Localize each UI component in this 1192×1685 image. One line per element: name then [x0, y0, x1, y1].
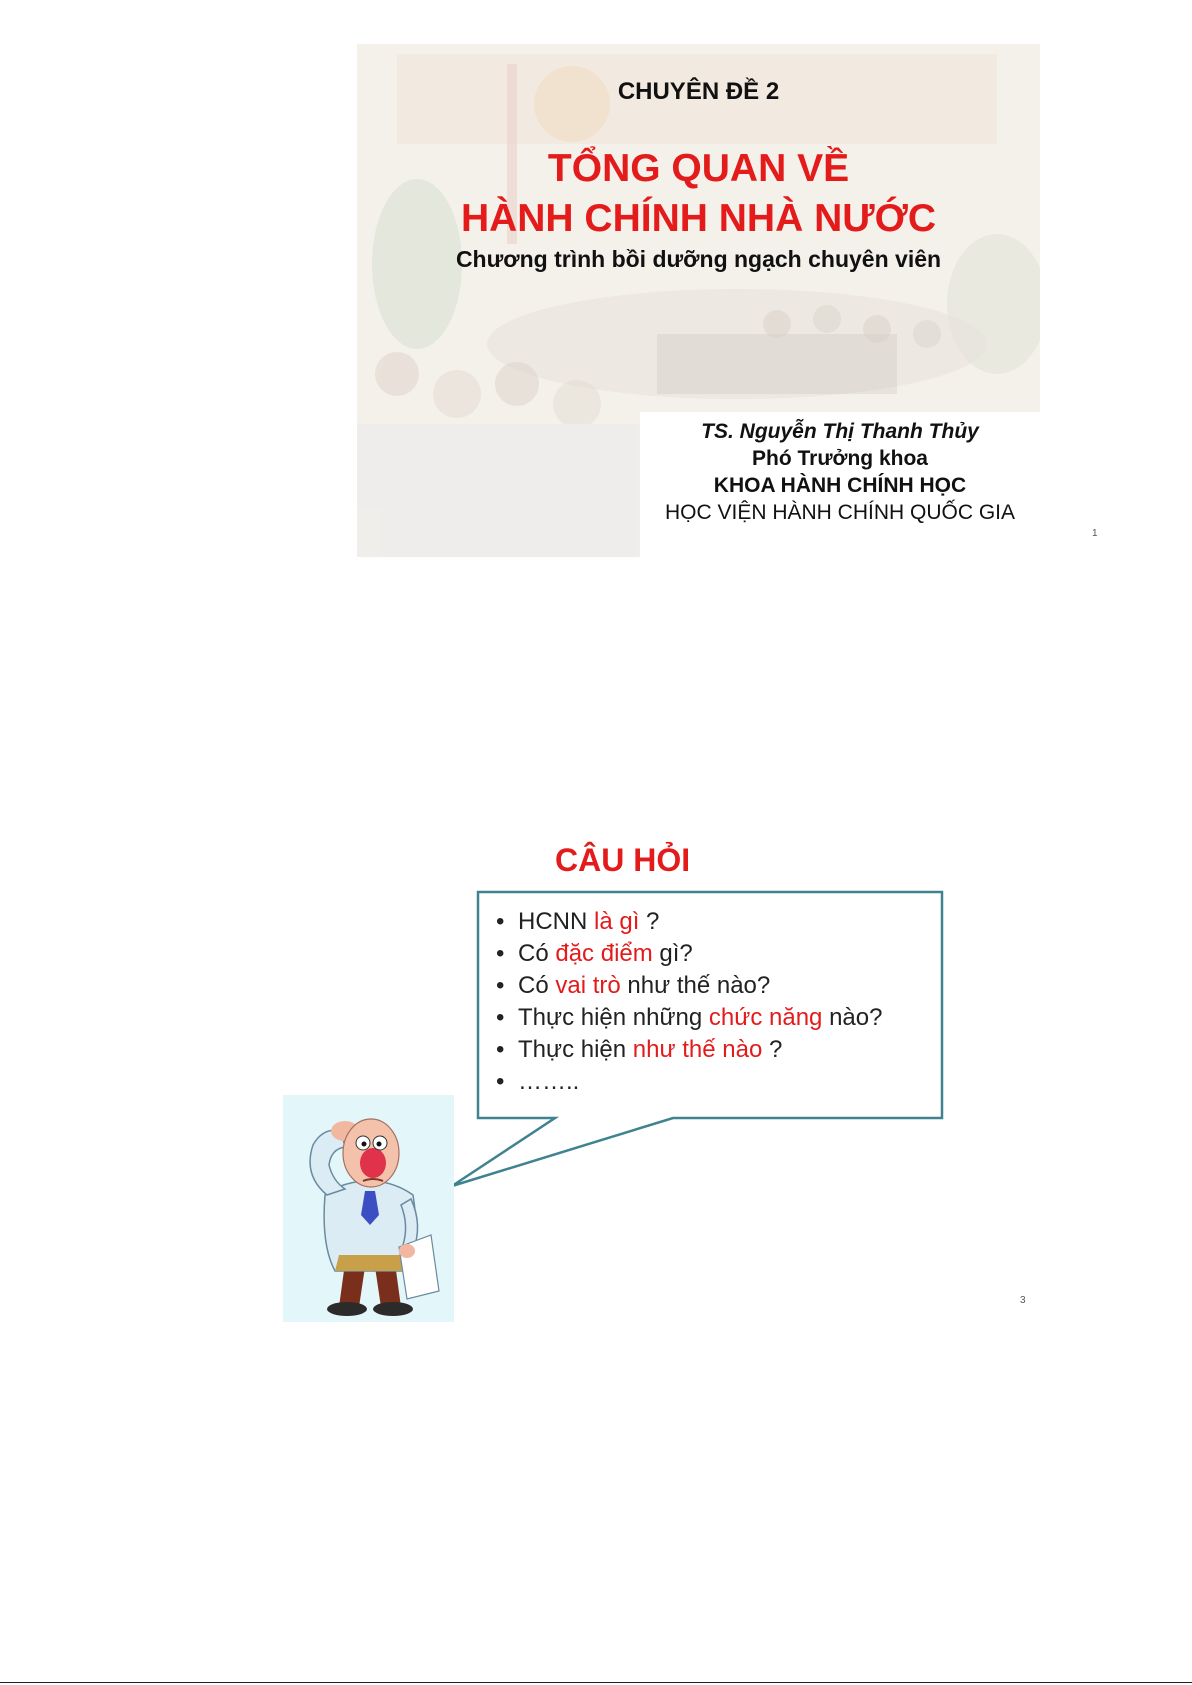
- bullet: •: [496, 940, 505, 967]
- question-item: • Thực hiện những chức năng nào?: [496, 1002, 882, 1034]
- author-department: KHOA HÀNH CHÍNH HỌC: [713, 474, 967, 497]
- confused-man-illustration: [283, 1095, 454, 1322]
- question-item: • Có vai trò như thế nào?: [496, 970, 882, 1002]
- topic-label: CHUYÊN ĐỀ 2: [617, 78, 780, 105]
- question-list: [496, 906, 882, 1098]
- author-position: Phó Trưởng khoa: [752, 447, 928, 470]
- question-item: • HCNN là gì ?: [496, 906, 882, 938]
- bullet: •: [496, 1036, 505, 1063]
- page-number-3: 3: [1020, 1295, 1026, 1306]
- questions-title: CÂU HỎI: [555, 842, 691, 878]
- author-institution: HỌC VIỆN HÀNH CHÍNH QUỐC GIA: [664, 501, 1016, 524]
- slide-subtitle: Chương trình bồi dưỡng ngạch chuyên viên: [455, 246, 942, 272]
- title-line-1: TỔNG QUAN VỀ: [547, 147, 850, 190]
- question-item: • ……..: [496, 1066, 882, 1098]
- author-name: TS. Nguyễn Thị Thanh Thủy: [701, 420, 979, 443]
- question-item: • Thực hiện như thế nào ?: [496, 1034, 882, 1066]
- page-number-1: 1: [1092, 528, 1098, 539]
- bullet: •: [496, 1004, 505, 1031]
- title-line-2: HÀNH CHÍNH NHÀ NƯỚC: [460, 197, 937, 240]
- slide-1: [357, 44, 1040, 557]
- bullet: •: [496, 908, 505, 935]
- author-box: [640, 412, 1040, 557]
- bullet: •: [496, 1068, 505, 1095]
- question-item: • Có đặc điểm gì?: [496, 938, 882, 970]
- slide-title: [357, 144, 1040, 244]
- page-bottom-rule: [0, 1682, 1192, 1683]
- bullet: •: [496, 972, 505, 999]
